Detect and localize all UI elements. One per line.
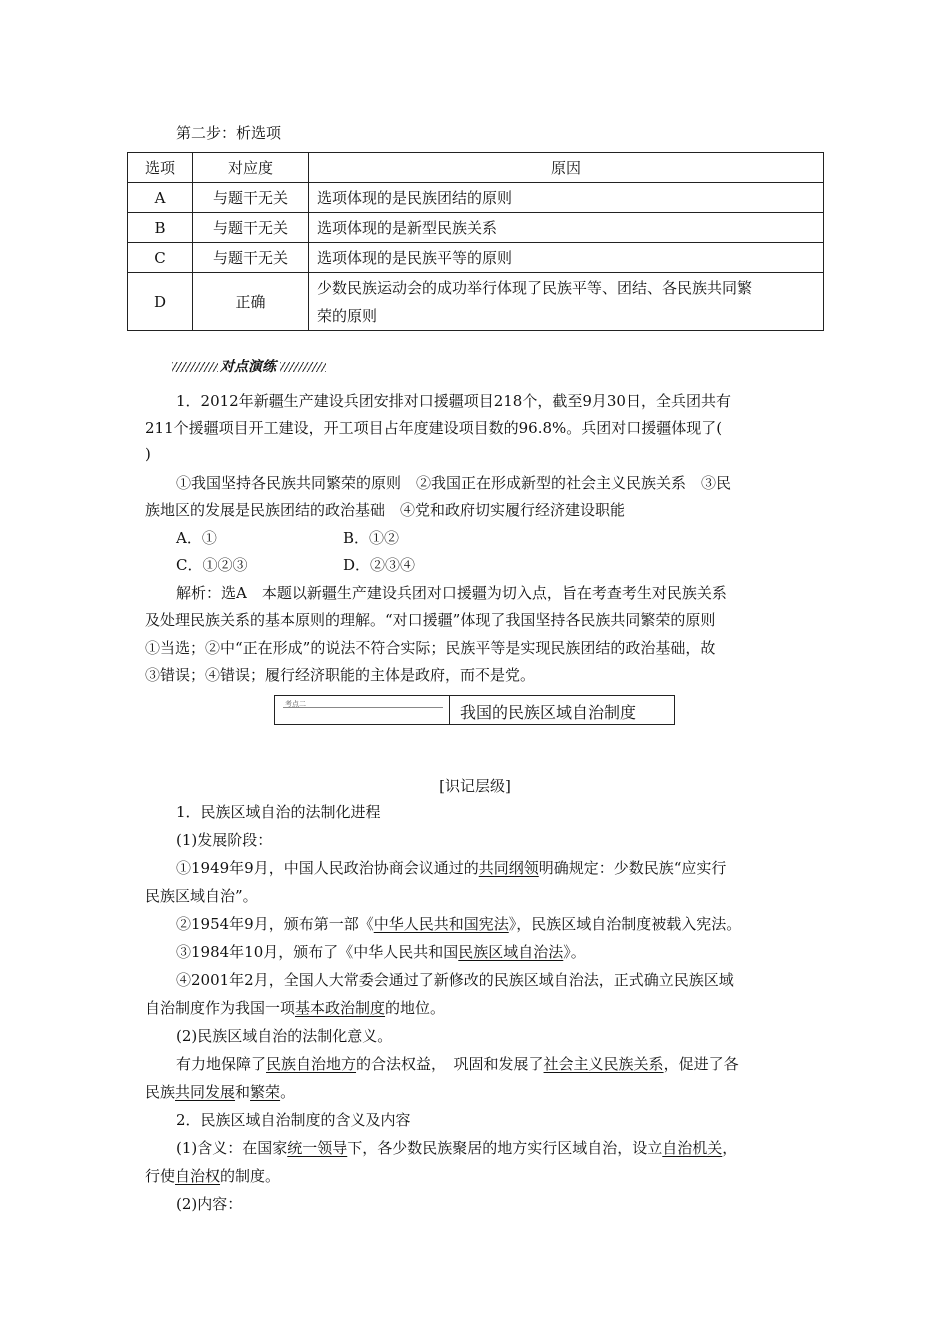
table-header-cell: 原因 [309, 153, 824, 183]
content-paragraph: 民族区域自治”。 [145, 887, 258, 905]
content-subheading: (2)内容： [176, 1195, 243, 1213]
table-row [128, 213, 824, 243]
table-cell-match: 与题干无关 [193, 243, 309, 273]
decorative-hatch-left [172, 362, 218, 372]
table-header-cell: 对应度 [193, 153, 309, 183]
content-paragraph: ③1984年10月，颁布了《中华人民共和国民族区域自治法》。 [176, 943, 586, 961]
table-cell-match: 正确 [193, 273, 309, 331]
table-row [128, 183, 824, 213]
table-cell-reason: 选项体现的是新型民族关系 [309, 213, 824, 243]
section-label: 考点二 [285, 700, 306, 708]
statements: 族地区的发展是民族团结的政治基础 ④党和政府切实履行经济建设职能 [145, 501, 626, 519]
answer-analysis: 解析：选A 本题以新疆生产建设兵团对口援疆为切入点，旨在考查考生对民族关系 [176, 584, 727, 602]
content-subheading: (2)民族区域自治的法制化意义。 [176, 1027, 393, 1045]
option-d: D．②③④ [343, 556, 416, 574]
option-b: B．①② [343, 529, 400, 547]
table-cell-reason: 选项体现的是民族平等的原则 [309, 243, 824, 273]
table-cell-reason: 少数民族运动会的成功举行体现了民族平等、团结、各民族共同繁 荣的原则 [309, 273, 824, 331]
content-paragraph: 自治制度作为我国一项基本政治制度的地位。 [145, 999, 446, 1017]
content-subheading: (1)发展阶段： [176, 831, 273, 849]
content-paragraph: 有力地保障了民族自治地方的合法权益， 巩固和发展了社会主义民族关系，促进了各 [176, 1055, 739, 1073]
divider [283, 707, 443, 708]
section-label-cell [275, 696, 450, 724]
content-paragraph: ④2001年2月，全国人大常委会通过了新修改的民族区域自治法，正式确立民族区域 [176, 971, 734, 989]
table-cell-match: 与题干无关 [193, 213, 309, 243]
content-heading: 2．民族区域自治制度的含义及内容 [176, 1111, 411, 1129]
content-paragraph: ②1954年9月，颁布第一部《中华人民共和国宪法》，民族区域自治制度被载入宪法。 [176, 915, 742, 933]
statements: ①我国坚持各民族共同繁荣的原则 ②我国正在形成新型的社会主义民族关系 ③民 [176, 474, 732, 492]
step-heading: 第二步：析选项 [176, 124, 282, 142]
table-cell-reason: 选项体现的是民族团结的原则 [309, 183, 824, 213]
level-label: [识记层级] [439, 777, 511, 795]
content-paragraph: 民族共同发展和繁荣。 [145, 1083, 296, 1101]
decorative-hatch-right [280, 362, 326, 372]
table-header-row [128, 153, 824, 183]
option-a: A．① [176, 529, 217, 547]
table-cell-option: A [128, 183, 193, 213]
table-header-cell: 选项 [128, 153, 193, 183]
question-text: 1．2012年新疆生产建设兵团安排对口援疆项目218个，截至9月30日，全兵团共有 [176, 392, 731, 410]
table-cell-option: C [128, 243, 193, 273]
content-paragraph: 行使自治权的制度。 [145, 1167, 281, 1185]
content-paragraph: ①1949年9月，中国人民政治协商会议通过的共同纲领明确规定：少数民族“应实行 [176, 859, 727, 877]
table-cell-option: D [128, 273, 193, 331]
table-cell-option: B [128, 213, 193, 243]
table-cell-match: 与题干无关 [193, 183, 309, 213]
answer-analysis: ①当选；②中“正在形成”的说法不符合实际；民族平等是实现民族团结的政治基础，故 [145, 639, 716, 657]
section-title: 我国的民族区域自治制度 [460, 703, 637, 722]
table-row [128, 243, 824, 273]
options-table [127, 152, 824, 331]
option-c: C．①②③ [176, 556, 248, 574]
table-row [128, 273, 824, 331]
practice-heading: 对点演练 [220, 359, 276, 375]
content-paragraph: (1)含义：在国家统一领导下，各少数民族聚居的地方实行区域自治，设立自治机关， [176, 1139, 738, 1157]
answer-analysis: 及处理民族关系的基本原则的理解。“对口援疆”体现了我国坚持各民族共同繁荣的原则 [145, 611, 716, 629]
content-heading: 1．民族区域自治的法制化进程 [176, 803, 381, 821]
answer-analysis: ③错误；④错误；履行经济职能的主体是政府，而不是党。 [145, 666, 536, 684]
question-text: 211个援疆项目开工建设，开工项目占年度建设项目数的96.8%。兵团对口援疆体现了( [145, 419, 723, 437]
section-title-box [274, 695, 675, 725]
question-text: ) [145, 445, 151, 463]
